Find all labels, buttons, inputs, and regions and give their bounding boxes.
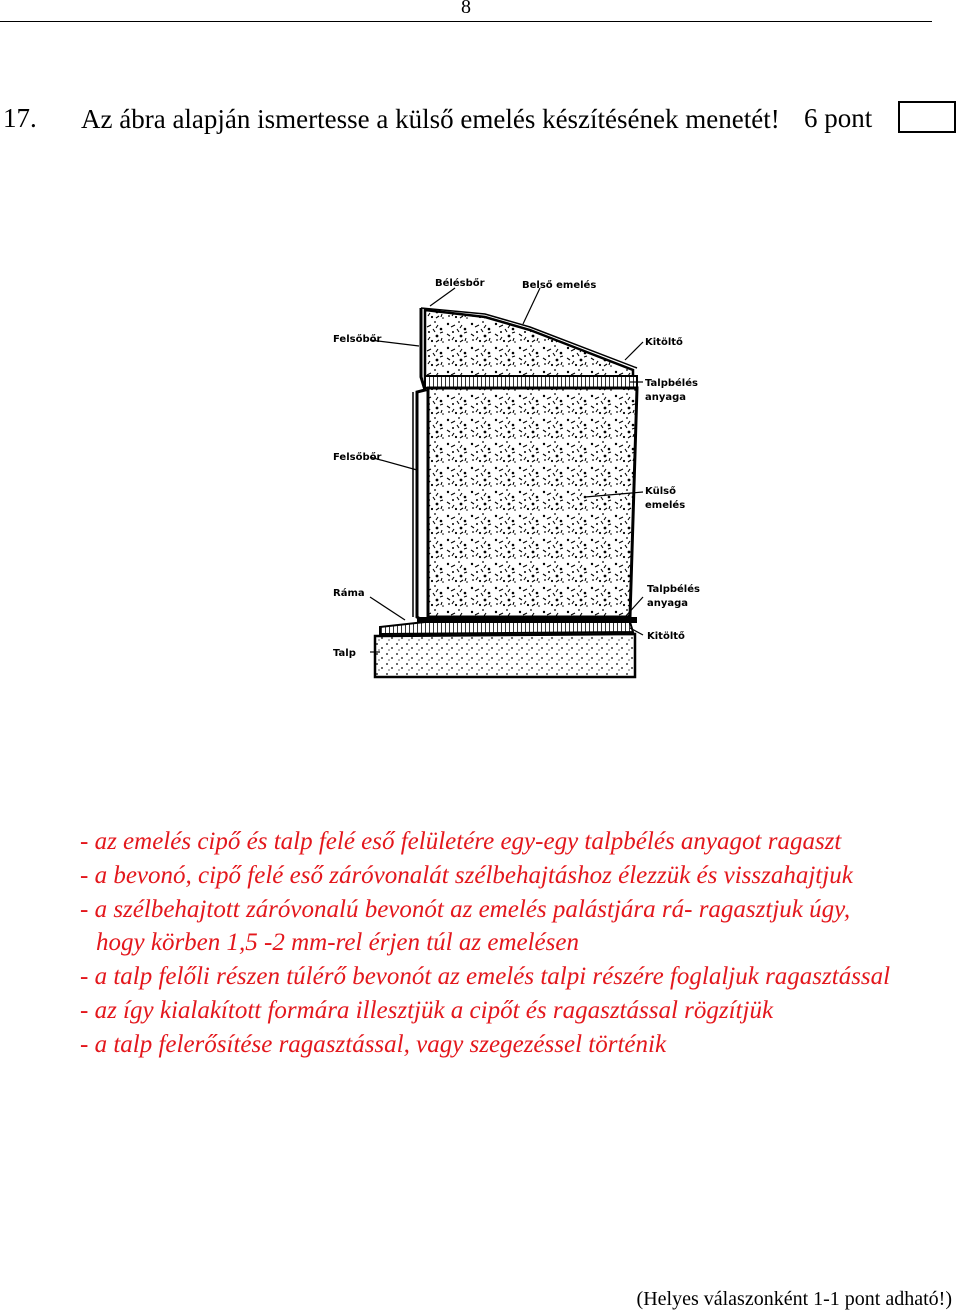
answer-item: - az így kialakított formára illesztjük a cipőt és ragasztással rögzítjük [80, 996, 774, 1024]
label-insole-material-top-2: anyaga [645, 392, 687, 403]
label-filler-bottom: Kitöltő [647, 631, 685, 642]
filler-bottom [417, 617, 637, 623]
answer-item: - a szélbehajtott záróvonalú bevonót az emelés palástjára rá- ragasztjuk úgy, hogy körben 1,5 -2 mm-rel érjen túl az emelésen [80, 895, 851, 957]
question-points: 6 pont [804, 103, 873, 133]
label-insole-material-bottom-2: anyaga [647, 598, 689, 609]
answer-item: - az emelés cipő és talp felé eső felületére egy-egy talpbélés anyagot ragaszt [80, 828, 842, 855]
score-box[interactable] [898, 101, 956, 133]
outer-lift [428, 388, 637, 617]
welt [380, 622, 633, 634]
inner-lift [425, 310, 633, 378]
label-welt: Ráma [333, 588, 365, 599]
label-sole: Talp [333, 648, 356, 659]
question-text: Az ábra alapján ismertesse a külső emelés készítésének menetét! [81, 104, 780, 134]
label-inner-lift: Belső emelés [522, 280, 597, 291]
label-upper-leather-top: Felsőbőr [333, 334, 382, 345]
label-outer-lift-1: Külső [645, 486, 676, 497]
answer-item: - a talp felőli részen túlérő bevonót az emelés talpi részére foglaljuk ragasztással [80, 963, 891, 991]
scoring-note: (Helyes válaszonként 1-1 pont adható!) [636, 1288, 952, 1310]
outsole-build-diagram [325, 272, 725, 682]
page-number: 8 [461, 0, 471, 18]
answer-list [80, 825, 900, 1062]
header-rule [0, 21, 932, 22]
answer-item: - a bevonó, cipő felé eső záróvonalát szélbehajtáshoz élezzük és visszahajtjuk [80, 861, 853, 889]
sole [375, 634, 635, 677]
label-upper-leather-mid: Felsőbőr [333, 452, 382, 463]
insole-band [425, 376, 637, 388]
label-lining-leather: Bélésbőr [435, 278, 485, 289]
label-filler-top: Kitöltő [645, 337, 683, 348]
answer-item: - a talp felerősítése ragasztással, vagy szegezéssel történik [80, 1030, 667, 1058]
question-number: 17. [3, 103, 37, 133]
label-outer-lift-2: emelés [645, 500, 686, 511]
label-insole-material-bottom-1: Talpbélés [647, 584, 700, 595]
label-insole-material-top-1: Talpbélés [645, 378, 698, 389]
